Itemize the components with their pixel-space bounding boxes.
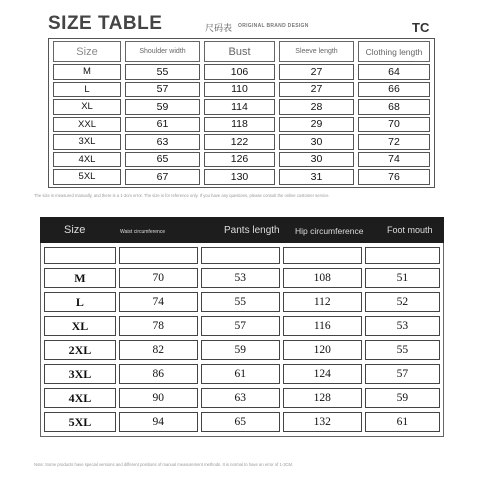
- value-cell: 74: [119, 292, 198, 312]
- measurement-note: Note: Some products have special versions and different positions of manual measurement methods. It is normal to have an error of 1-3CM.: [34, 462, 294, 467]
- size-cell: 3XL: [53, 134, 121, 150]
- value-cell: 72: [358, 134, 430, 150]
- value-cell: 130: [204, 169, 275, 185]
- brand-label: ORIGINAL BRAND DESIGN: [238, 23, 309, 29]
- size-cell: 3XL: [44, 364, 116, 384]
- value-cell: 120: [283, 340, 362, 360]
- value-cell: 55: [201, 292, 280, 312]
- value-cell: 124: [283, 364, 362, 384]
- value-cell: 90: [119, 388, 198, 408]
- value-cell: 65: [201, 412, 280, 432]
- column-header: Waist circumference: [120, 229, 166, 235]
- table-header-row: [53, 41, 430, 62]
- size-cell: L: [53, 82, 121, 98]
- value-cell: 108: [283, 268, 362, 288]
- pants-size-table: [40, 243, 444, 437]
- table-row: [44, 364, 440, 384]
- value-cell: 57: [365, 364, 440, 384]
- value-cell: 114: [204, 99, 275, 115]
- value-cell: 122: [204, 134, 275, 150]
- value-cell: 52: [365, 292, 440, 312]
- empty-cell: [201, 247, 280, 264]
- value-cell: 61: [365, 412, 440, 432]
- size-cell: 4XL: [53, 152, 121, 168]
- value-cell: 126: [204, 152, 275, 168]
- value-cell: 94: [119, 412, 198, 432]
- measurement-note: The size is measured manually, and there is a 1-3cm error. The size is for reference only. If you have any questions, please consult the online customer service.: [34, 193, 330, 198]
- table-row: [44, 268, 440, 288]
- value-cell: 28: [279, 99, 354, 115]
- table-row: [44, 412, 440, 432]
- column-header: Size: [53, 41, 121, 62]
- size-cell: XL: [53, 99, 121, 115]
- column-header: Pants length: [224, 225, 280, 236]
- column-header: Shoulder width: [125, 41, 200, 62]
- table-row: [53, 82, 430, 98]
- size-cell: XL: [44, 316, 116, 336]
- size-cell: M: [53, 64, 121, 80]
- table-row-spacer: [44, 247, 440, 264]
- table-row: [53, 169, 430, 185]
- value-cell: 57: [125, 82, 200, 98]
- empty-cell: [283, 247, 362, 264]
- column-header: Sleeve length: [279, 41, 354, 62]
- value-cell: 65: [125, 152, 200, 168]
- value-cell: 27: [279, 82, 354, 98]
- table-row: [44, 316, 440, 336]
- pants-table-header: [40, 217, 444, 244]
- table-row: [53, 64, 430, 80]
- value-cell: 66: [358, 82, 430, 98]
- size-table-cn-label: 尺码表: [205, 23, 233, 33]
- value-cell: 70: [358, 117, 430, 133]
- value-cell: 57: [201, 316, 280, 336]
- table-row: [53, 99, 430, 115]
- value-cell: 63: [201, 388, 280, 408]
- value-cell: 30: [279, 134, 354, 150]
- size-cell: 5XL: [44, 412, 116, 432]
- value-cell: 61: [201, 364, 280, 384]
- value-cell: 53: [365, 316, 440, 336]
- table-row: [53, 152, 430, 168]
- empty-cell: [44, 247, 116, 264]
- value-cell: 59: [365, 388, 440, 408]
- value-cell: 51: [365, 268, 440, 288]
- size-cell: 4XL: [44, 388, 116, 408]
- size-table-title: SIZE TABLE: [48, 13, 163, 34]
- value-cell: 86: [119, 364, 198, 384]
- size-cell: M: [44, 268, 116, 288]
- value-cell: 53: [201, 268, 280, 288]
- column-header: Clothing length: [358, 41, 430, 62]
- value-cell: 31: [279, 169, 354, 185]
- corner-label: TC: [412, 20, 430, 35]
- value-cell: 68: [358, 99, 430, 115]
- value-cell: 76: [358, 169, 430, 185]
- tops-size-table: [48, 38, 435, 188]
- table-row: [53, 134, 430, 150]
- value-cell: 132: [283, 412, 362, 432]
- column-header: Foot mouth: [387, 225, 433, 235]
- value-cell: 29: [279, 117, 354, 133]
- empty-cell: [365, 247, 440, 264]
- value-cell: 110: [204, 82, 275, 98]
- value-cell: 64: [358, 64, 430, 80]
- table-row: [44, 340, 440, 360]
- table-row: [44, 292, 440, 312]
- value-cell: 67: [125, 169, 200, 185]
- size-cell: 5XL: [53, 169, 121, 185]
- value-cell: 27: [279, 64, 354, 80]
- value-cell: 59: [125, 99, 200, 115]
- value-cell: 61: [125, 117, 200, 133]
- column-header: Hip circumference: [295, 226, 364, 236]
- value-cell: 74: [358, 152, 430, 168]
- value-cell: 82: [119, 340, 198, 360]
- size-cell: 2XL: [44, 340, 116, 360]
- size-cell: XXL: [53, 117, 121, 133]
- column-header: Bust: [204, 41, 275, 62]
- column-header: Size: [64, 224, 86, 236]
- value-cell: 118: [204, 117, 275, 133]
- value-cell: 59: [201, 340, 280, 360]
- value-cell: 112: [283, 292, 362, 312]
- value-cell: 70: [119, 268, 198, 288]
- empty-cell: [119, 247, 198, 264]
- table-row: [53, 117, 430, 133]
- value-cell: 55: [125, 64, 200, 80]
- value-cell: 116: [283, 316, 362, 336]
- value-cell: 128: [283, 388, 362, 408]
- value-cell: 30: [279, 152, 354, 168]
- value-cell: 55: [365, 340, 440, 360]
- value-cell: 106: [204, 64, 275, 80]
- value-cell: 78: [119, 316, 198, 336]
- size-cell: L: [44, 292, 116, 312]
- table-row: [44, 388, 440, 408]
- value-cell: 63: [125, 134, 200, 150]
